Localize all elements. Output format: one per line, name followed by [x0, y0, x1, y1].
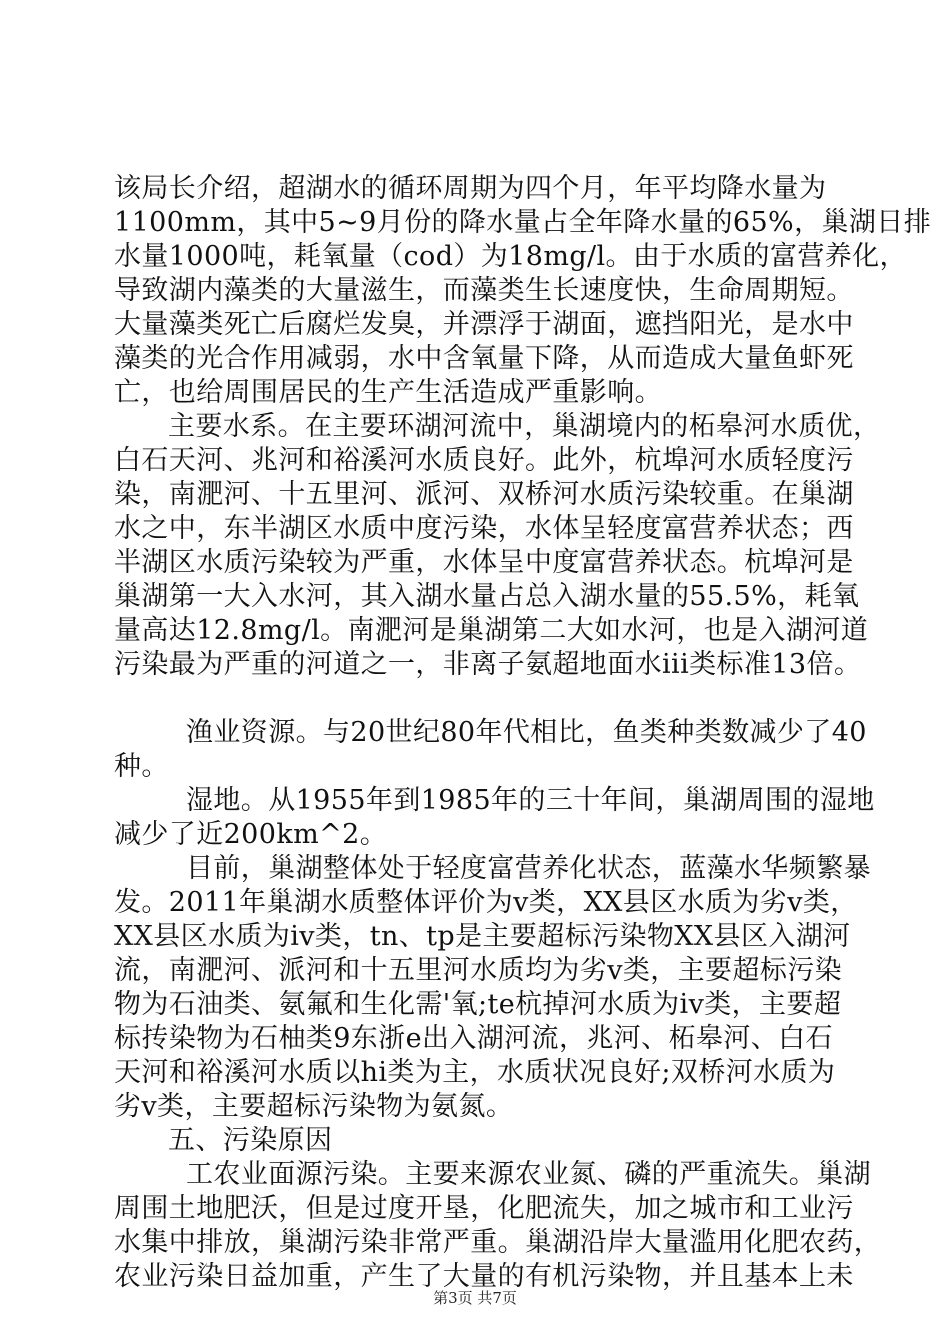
paragraph-first-line: 工农业面源污染。主要来源农业氮、磷的严重流失。巢湖 [186, 1159, 871, 1190]
page-number: 第3页 共7页 [433, 1289, 517, 1307]
paragraph-first-line: 湿地。从1955年到1985年的三十年间，巢湖周围的湿地 [186, 785, 875, 816]
page-footer [0, 1288, 950, 1308]
text-line: 藻类的光合作用减弱，水中含氧量下降，从而造成大量鱼虾死 [114, 343, 854, 374]
text-line: 染，南淝河、十五里河、派河、双桥河水质污染较重。在巢湖 [114, 479, 854, 510]
text-line: 巢湖第一大入水河，其入湖水量占总入湖水量的55.5%，耗氧 [114, 581, 860, 612]
text-line: 劣v类，主要超标污染物为氨氮。 [114, 1091, 514, 1122]
text-line: 流，南淝河、派河和十五里河水质均为劣v类，主要超标污染 [114, 955, 843, 986]
text-line: 白石天河、兆河和裕溪河水质良好。此外，杭埠河水质轻度污 [114, 445, 854, 476]
text-line: 大量藻类死亡后腐烂发臭，并漂浮于湖面，遮挡阳光，是水中 [114, 309, 854, 340]
document-body [114, 172, 932, 1294]
text-line: 物为石油类、氨氟和生化需'氧;te杭掉河水质为iv类，主要超 [114, 989, 842, 1020]
text-line: 水量1000吨，耗氧量（cod）为18mg/l。由于水质的富营养化， [114, 241, 907, 272]
text-line: 水之中，东半湖区水质中度污染，水体呈轻度富营养状态；西 [114, 513, 854, 544]
paragraph-first-line: 目前，巢湖整体处于轻度富营养化状态，蓝藻水华频繁暴 [186, 853, 871, 884]
text-line: 该局长介绍，超湖水的循环周期为四个月，年平均降水量为 [114, 173, 827, 204]
text-line: 导致湖内藻类的大量滋生，而藻类生长速度快，生命周期短。 [114, 275, 854, 306]
text-line: 量高达12.8mg/l。南淝河是巢湖第二大如水河，也是入湖河道 [114, 615, 869, 646]
text-line: XX县区水质为iv类，tn、tp是主要超标污染物XX县区入湖河 [114, 921, 851, 952]
text-line: 农业污染日益加重，产生了大量的有机污染物，并且基本上未 [114, 1261, 854, 1292]
text-line: 种。 [114, 751, 169, 782]
text-line: 发。2011年巢湖水质整体评价为v类，XX县区水质为劣v类， [114, 887, 858, 918]
text-line: 半湖区水质污染较为严重，水体呈中度富营养状态。杭埠河是 [114, 547, 854, 578]
text-line: 天河和裕溪河水质以hi类为主，水质状况良好;双桥河水质为 [114, 1057, 836, 1088]
paragraph-gap [114, 682, 854, 716]
text-line: 亡，也给周围居民的生产生活造成严重影响。 [114, 377, 662, 408]
text-line: 周围土地肥沃，但是过度开垦，化肥流失，加之城市和工业污 [114, 1193, 854, 1224]
text-line: 水集中排放，巢湖污染非常严重。巢湖沿岸大量滥用化肥农药， [114, 1227, 882, 1258]
text-line: 减少了近200km^2。 [114, 819, 388, 850]
text-line: 1100mm，其中5~9月份的降水量占全年降水量的65%，巢湖日排 [114, 207, 932, 238]
text-line: 标抟染物为石柚类9东浙e出入湖河流，兆河、柘皋河、白石 [114, 1023, 833, 1054]
paragraph-first-line: 主要水系。在主要环湖河流中，巢湖境内的柘皋河水质优， [168, 411, 881, 442]
paragraph-first-line: 渔业资源。与20世纪80年代相比，鱼类种类数减少了40 [186, 717, 867, 748]
section-heading: 五、污染原因 [168, 1125, 333, 1156]
text-line: 污染最为严重的河道之一，非离子氨超地面水iii类标准13倍。 [114, 649, 862, 680]
